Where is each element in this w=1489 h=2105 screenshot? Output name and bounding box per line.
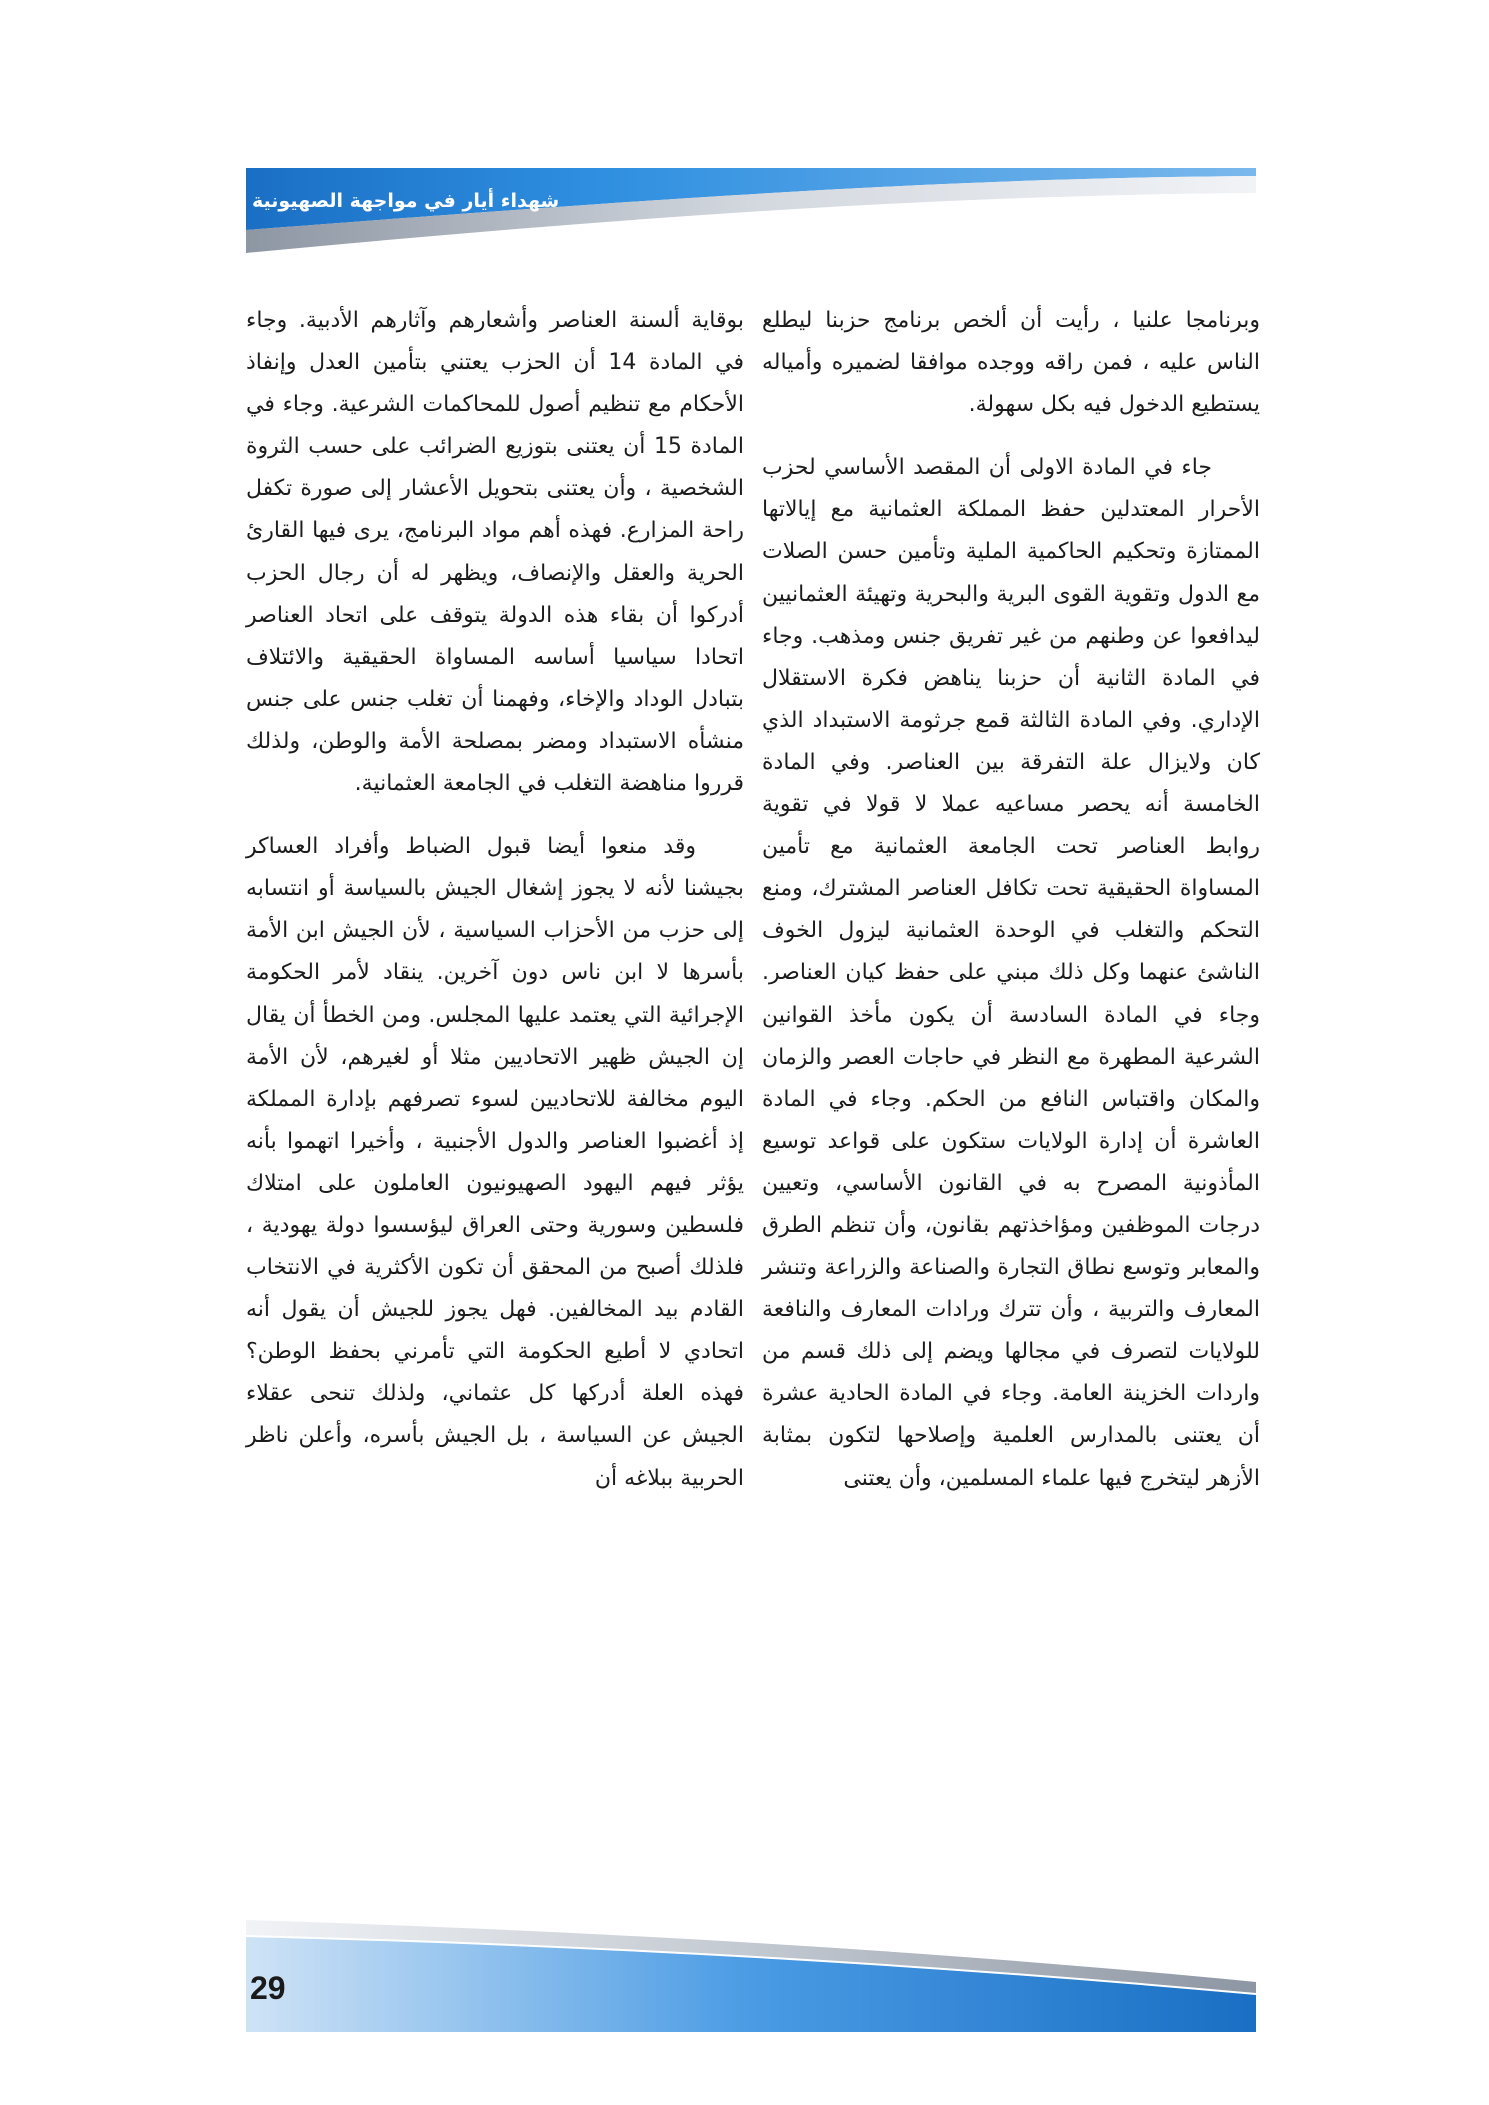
footer-band: [246, 1912, 1256, 2032]
paragraph: جاء في المادة الاولى أن المقصد الأساسي لحزب الأحرار المعتدلين حفظ المملكة العثمانية مع إيالاتها الممتازة وتحكيم الحاكمية الملية وتأمين حسن الصلات مع الدول وتقوية القوى البرية والبحرية وتهيئة العثمانيين ليدافعوا عن وطنهم من غير تفريق جنس ومذهب. وجاء في المادة الثانية أن حزبنا يناهض فكرة الاستقلال الإداري. وفي المادة الثالثة قمع جرثومة الاستبداد الذي كان ولايزال علة التفرقة بين العناصر. وفي المادة الخامسة أنه يحصر مساعيه عملا لا قولا في تقوية روابط العناصر تحت الجامعة العثمانية مع تأمين المساواة الحقيقية تحت تكافل العناصر المشترك، ومنع التحكم والتغلب في الوحدة العثمانية ليزول الخوف الناشئ عنهما وكل ذلك مبني على حفظ كيان العناصر. وجاء في المادة السادسة أن يكون مأخذ القوانين الشرعية المطهرة مع النظر في حاجات العصر والزمان والمكان واقتباس النافع من الحكم. وجاء في المادة العاشرة أن إدارة الولايات ستكون على قواعد توسيع المأذونية المصرح به في القانون الأساسي، وتعيين درجات الموظفين ومؤاخذتهم بقانون، وأن تنظم الطرق والمعابر وتوسع نطاق التجارة والصناعة والزراعة وتنشر المعارف والتربية ، وأن تترك ورادات المعارف والنافعة للولايات لتصرف في مجالها ويضم إلى ذلك قسم من واردات الخزينة العامة. وجاء في المادة الحادية عشرة أن يعتنى بالمدارس العلمية وإصلاحها لتكون بمثابة الأزهر ليتخرج فيها علماء المسلمين، وأن يعتنى: [762, 455, 1260, 1491]
paragraph: وقد منعوا أيضا قبول الضباط وأفراد العساكر بجيشنا لأنه لا يجوز إشغال الجيش بالسياسة أو انتسابه إلى حزب من الأحزاب السياسية ، لأن الجيش ابن الأمة بأسرها لا ابن ناس دون آخرين. ينقاد لأمر الحكومة الإجرائية التي يعتمد عليها المجلس. ومن الخطأ أن يقال إن الجيش ظهير الاتحاديين مثلا أو لغيرهم، لأن الأمة اليوم مخالفة للاتحاديين لسوء تصرفهم بإدارة المملكة إذ أغضبوا العناصر والدول الأجنبية ، وأخيرا اتهموا بأنه يؤثر فيهم اليهود الصهيونيون العاملون على امتلاك فلسطين وسورية وحتى العراق ليؤسسوا دولة يهودية ، فلذلك أصبح من المحقق أن تكون الأكثرية في الانتخاب القادم بيد المخالفين. فهل يجوز للجيش أن يقول أنه اتحادي لا أطيع الحكومة التي تأمرني بحفظ الوطن؟ فهذه العلة أدركها كل عثماني، ولذلك تنحى عقلاء الجيش عن السياسة ، بل الجيش بأسره، وأعلن ناظر الحربية ببلاغه أن: [246, 834, 744, 1491]
paragraph: بوقاية ألسنة العناصر وأشعارهم وآثارهم الأدبية. وجاء في المادة 14 أن الحزب يعتني بتأمين العدل وإنفاذ الأحكام مع تنظيم أصول للمحاكمات الشرعية. وجاء في المادة 15 أن يعتنى بتوزيع الضرائب على حسب الثروة الشخصية ، وأن يعتنى بتحويل الأعشار إلى صورة تكفل راحة المزارع. فهذه أهم مواد البرنامج، يرى فيها القارئ الحرية والعقل والإنصاف، ويظهر له أن رجال الحزب أدركوا أن بقاء هذه الدولة يتوقف على اتحاد العناصر اتحادا سياسيا أساسه المساواة الحقيقية والائتلاف بتبادل الوداد والإخاء، وفهمنا أن تغلب جنس على جنس منشأه الاستبداد ومضر بمصلحة الأمة والوطن، ولذلك قرروا مناهضة التغلب في الجامعة العثمانية.: [246, 308, 745, 797]
page-number: 29: [250, 1970, 286, 2006]
footer-band-graphic: [246, 1912, 1256, 2032]
text-column-right: [762, 300, 1260, 1521]
paragraph: وبرنامجا علنيا ، رأيت أن ألخص برنامج حزبنا ليطلع الناس عليه ، فمن راقه ووجده موافقا لضميره وأمياله يستطيع الدخول فيه بكل سهولة.: [762, 308, 1260, 418]
running-title: شهداء أيار في مواجهة الصهيونية: [252, 190, 560, 212]
text-column-left: [246, 300, 744, 1521]
